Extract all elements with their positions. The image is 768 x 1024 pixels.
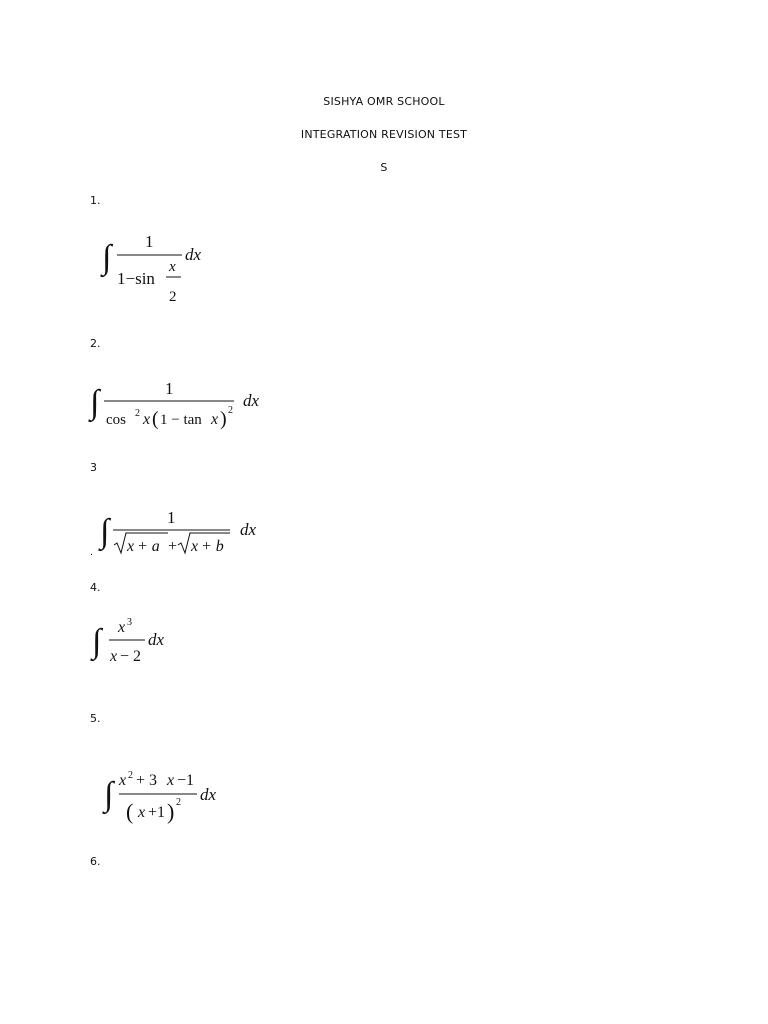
den-open-paren: ( bbox=[126, 799, 134, 824]
close-paren: ) bbox=[220, 408, 227, 430]
denominator-x: x bbox=[110, 648, 118, 665]
num-plus-three: + 3 bbox=[136, 772, 158, 789]
differential: dx bbox=[200, 785, 217, 804]
cos-text: cos bbox=[106, 412, 126, 428]
root2-plus-b: + b bbox=[201, 538, 224, 555]
integral-sign: ∫ bbox=[92, 623, 102, 660]
den-plus-one: +1 bbox=[148, 804, 166, 821]
equation-3 bbox=[98, 505, 268, 565]
fraction-numerator: 1 bbox=[145, 232, 154, 251]
variable-x: x bbox=[143, 411, 151, 428]
variable-x-2: x bbox=[211, 411, 219, 428]
plus-sign: + bbox=[168, 538, 178, 555]
den-exponent: 2 bbox=[176, 797, 181, 808]
school-name: SISHYA OMR SCHOOL bbox=[323, 95, 445, 108]
equation-2 bbox=[88, 376, 278, 436]
equation-5 bbox=[102, 766, 232, 831]
question-number-4: 4. bbox=[90, 581, 101, 594]
differential: dx bbox=[240, 520, 257, 539]
den-x: x bbox=[138, 804, 146, 821]
den-close-paren: ) bbox=[167, 799, 175, 824]
question-number-6: 6. bbox=[90, 855, 101, 868]
test-title: INTEGRATION REVISION TEST bbox=[300, 128, 468, 141]
question-number-3: 3 bbox=[90, 461, 97, 474]
root2-x: x bbox=[191, 538, 199, 555]
denominator-prefix: 1−sin bbox=[117, 269, 155, 288]
equation-4 bbox=[90, 615, 190, 670]
question-number-2: 2. bbox=[90, 337, 101, 350]
inner-denominator: 2 bbox=[169, 289, 177, 305]
num-exponent: 2 bbox=[128, 770, 133, 781]
inner-numerator: x bbox=[169, 259, 176, 275]
differential: dx bbox=[243, 391, 260, 410]
test-subtitle: S bbox=[380, 161, 388, 174]
num-x: x bbox=[119, 772, 127, 789]
numerator-exponent: 3 bbox=[127, 617, 132, 628]
denominator-rest: − 2 bbox=[120, 648, 142, 665]
integral-sign: ∫ bbox=[90, 384, 100, 421]
open-paren: ( bbox=[152, 408, 159, 430]
question-number-5: 5. bbox=[90, 712, 101, 725]
integral-sign: ∫ bbox=[104, 776, 114, 813]
numerator-base: x bbox=[118, 619, 126, 636]
question-number-1: 1. bbox=[90, 194, 101, 207]
root1-plus-a: + a bbox=[137, 538, 160, 555]
integral-sign: ∫ bbox=[102, 239, 112, 276]
num-minus-one: −1 bbox=[177, 772, 195, 789]
differential: dx bbox=[148, 630, 165, 649]
fraction-numerator: 1 bbox=[165, 379, 174, 398]
fraction-numerator: 1 bbox=[167, 508, 176, 527]
integral-sign: ∫ bbox=[100, 513, 110, 550]
num-x2: x bbox=[167, 772, 175, 789]
paren-exponent: 2 bbox=[228, 405, 233, 416]
one-minus-tan: 1 − tan bbox=[160, 412, 202, 428]
root1-x: x bbox=[127, 538, 135, 555]
equation-1 bbox=[100, 226, 230, 306]
differential: dx bbox=[185, 245, 202, 264]
stray-mark: . bbox=[90, 546, 94, 558]
cos-exponent: 2 bbox=[135, 408, 140, 419]
